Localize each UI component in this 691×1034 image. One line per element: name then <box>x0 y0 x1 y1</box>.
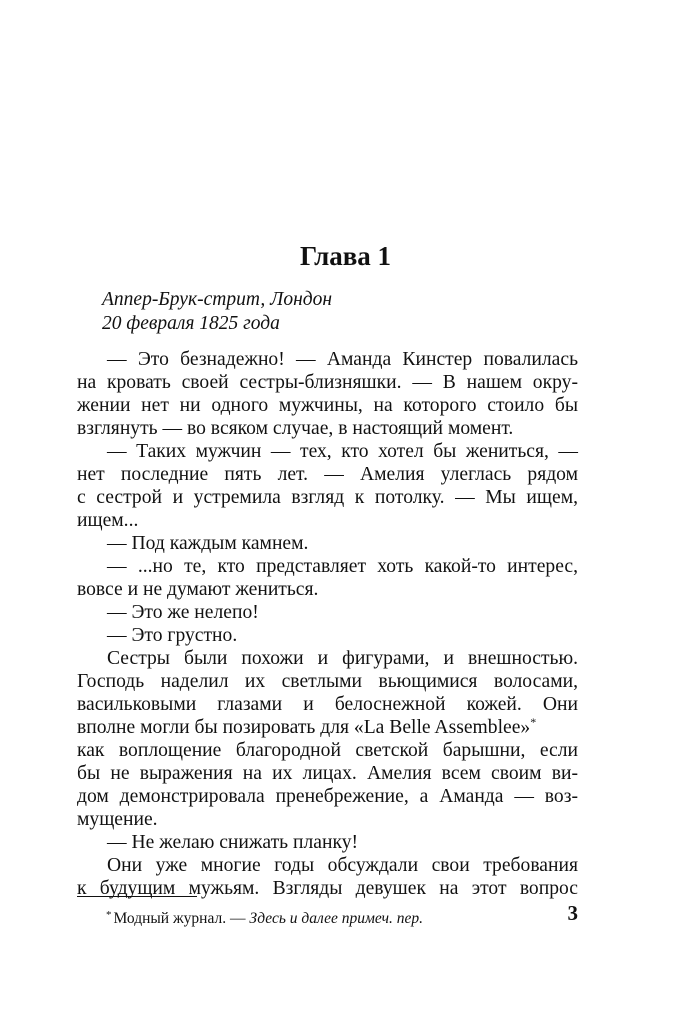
text-line: — Под каждым камнем. <box>107 533 309 554</box>
text-line: — Не желаю снижать планку! <box>107 832 359 853</box>
footnote <box>106 904 423 930</box>
body-text <box>77 348 578 900</box>
chapter-place: Аппер-Брук-стрит, Лондон <box>102 289 333 310</box>
text-line: жении нет ни одного мужчины, на которого стоило бы <box>77 395 578 416</box>
text-line: ищем... <box>77 510 139 531</box>
text-line: мущение. <box>77 809 158 830</box>
text-line: — Это же нелепо! <box>107 602 259 623</box>
text-line: нет последние пять лет. — Амелия улеглась рядом <box>77 464 578 485</box>
footnote-divider <box>77 896 197 897</box>
text-line: Сестры были похожи и фигурами, и внешностью. <box>107 648 578 669</box>
text-line: бы не выражения на их лицах. Амелия всем своим ви- <box>77 763 578 784</box>
text-line: — Это безнадежно! — Аманда Кинстер повалилась <box>107 349 578 370</box>
footnote-text: Модный журнал. — <box>113 910 250 927</box>
text-line: вполне могли бы позировать для «La Belle Assemblee» <box>77 717 531 738</box>
text-line: вовсе и не думают жениться. <box>77 579 319 600</box>
text-line: Господь наделил их светлыми вьющимися волосами, <box>77 671 578 692</box>
text-line: — ...но те, кто представляет хоть какой-то интерес, <box>107 556 578 577</box>
text-line: Они уже многие годы обсуждали свои требования <box>107 855 578 876</box>
text-line: дом демонстрировала пренебрежение, а Аманда — воз- <box>77 786 578 807</box>
text-line: взглянуть — во всяком случае, в настоящий момент. <box>77 418 514 439</box>
text-line: к будущим мужьям. Взгляды девушек на этот вопрос <box>77 878 578 899</box>
text-line: на кровать своей сестры-близняшки. — В нашем окру- <box>77 372 578 393</box>
text-line-with-note <box>77 716 578 739</box>
text-line: васильковыми глазами и белоснежной кожей. Они <box>77 694 578 715</box>
footnote-italic: Здесь и далее примеч. пер. <box>249 910 423 927</box>
page-number: 3 <box>567 901 578 925</box>
text-line: — Таких мужчин — тех, кто хотел бы жениться, — <box>107 441 578 462</box>
chapter-title: Глава 1 <box>299 241 392 271</box>
chapter-date: 20 февраля 1825 года <box>102 313 280 334</box>
text-line: как воплощение благородной светской барышни, если <box>77 740 578 761</box>
footnote-reference: * <box>530 715 537 729</box>
text-line: — Это грустно. <box>107 625 238 646</box>
footnote-mark: * <box>106 909 112 921</box>
text-line: с сестрой и устремила взгляд к потолку. — Мы ищем, <box>77 487 578 508</box>
